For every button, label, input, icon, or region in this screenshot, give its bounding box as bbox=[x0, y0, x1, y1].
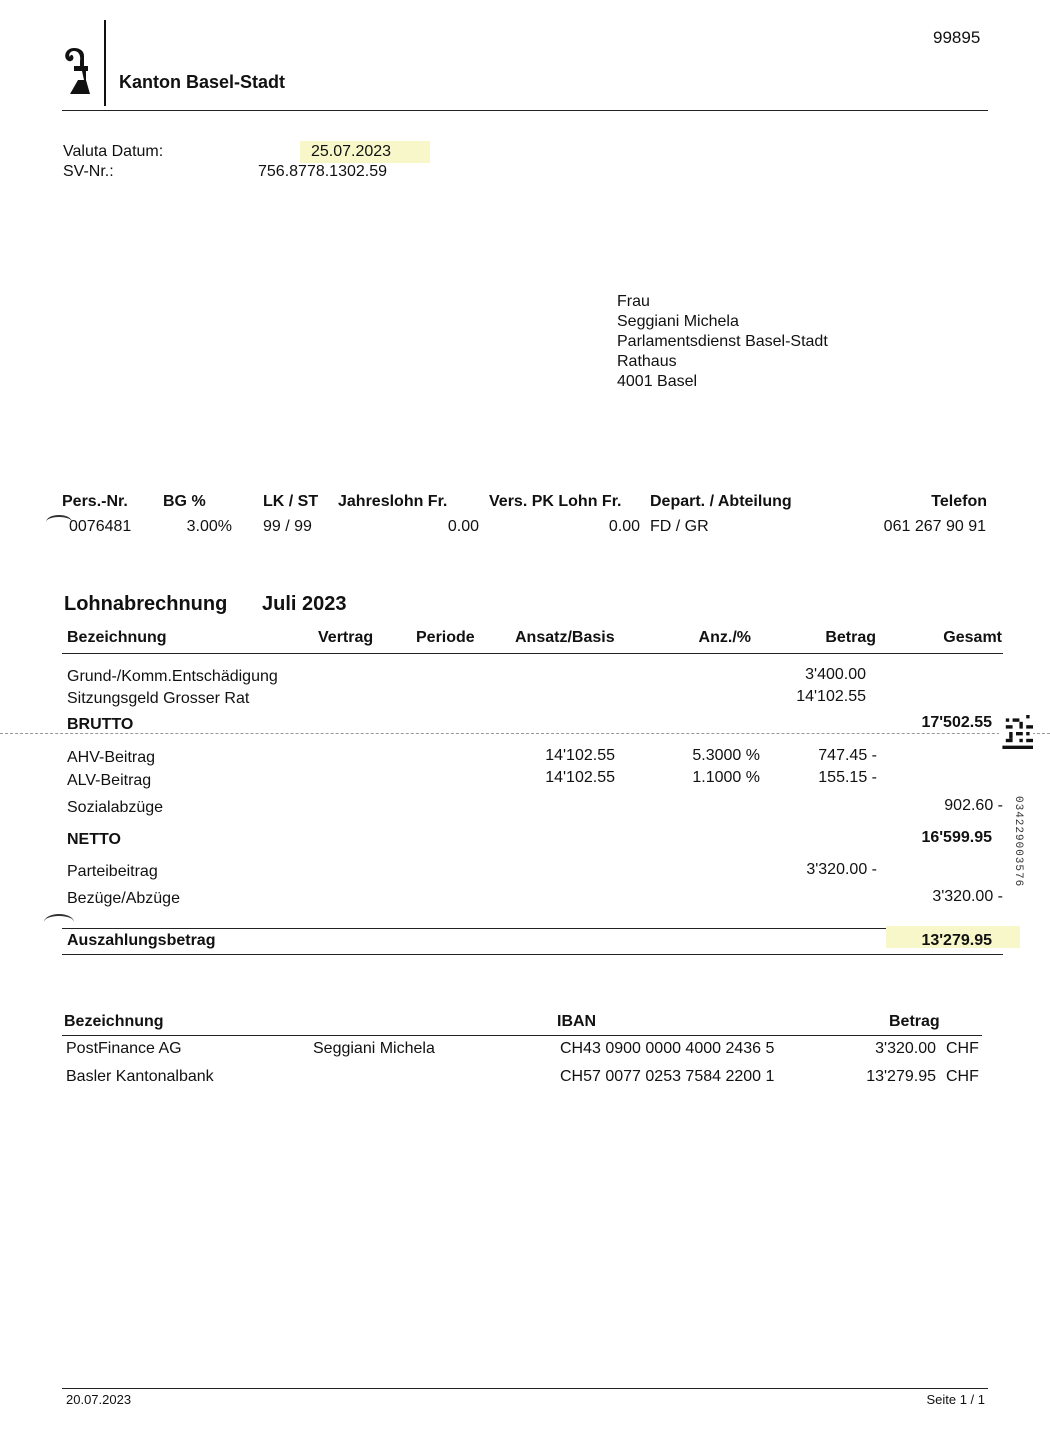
header-rule bbox=[62, 110, 988, 111]
statement-title: Lohnabrechnung bbox=[64, 593, 228, 615]
stmt-header-anz: Anz./% bbox=[698, 629, 751, 646]
stmt-header-bezeichnung: Bezeichnung bbox=[67, 629, 167, 646]
line-brutto-label: BRUTTO bbox=[67, 716, 134, 733]
sv-number-label: SV-Nr.: bbox=[63, 163, 114, 180]
stmt-header-vertrag: Vertrag bbox=[318, 629, 374, 646]
payments-header-rule bbox=[62, 1035, 982, 1036]
valuta-date-label: Valuta Datum: bbox=[63, 143, 164, 160]
line-ahv-betrag: 747.45 - bbox=[818, 747, 877, 764]
col-header-jahreslohn: Jahreslohn Fr. bbox=[338, 493, 448, 510]
line-grund-betrag: 3'400.00 bbox=[805, 666, 866, 683]
line-partei-betrag: 3'320.00 - bbox=[806, 861, 877, 878]
line-netto-gesamt: 16'599.95 bbox=[921, 829, 992, 846]
footer-page-number: Seite 1 / 1 bbox=[926, 1392, 985, 1407]
statement-period: Juli 2023 bbox=[262, 593, 347, 615]
line-auszahlung-label: Auszahlungsbetrag bbox=[67, 932, 216, 949]
stmt-header-ansatz: Ansatz/Basis bbox=[515, 629, 615, 646]
pay-header-iban: IBAN bbox=[557, 1013, 597, 1030]
basel-coat-of-arms-logo bbox=[60, 44, 96, 96]
address-department: Parlamentsdienst Basel-Stadt bbox=[617, 333, 828, 350]
payment-recipient: Seggiani Michela bbox=[313, 1040, 435, 1057]
line-grund-label: Grund-/Komm.Entschädigung bbox=[67, 668, 278, 685]
jahreslohn-value: 0.00 bbox=[447, 518, 479, 535]
line-alv-label: ALV-Beitrag bbox=[67, 772, 152, 789]
address-building: Rathaus bbox=[617, 353, 677, 370]
scan-fold-line bbox=[0, 733, 1050, 734]
pay-header-bezeichnung: Bezeichnung bbox=[64, 1013, 164, 1030]
lk-st-value: 99 / 99 bbox=[263, 518, 312, 535]
side-reference-code-text: 034229003576 bbox=[1012, 796, 1024, 888]
line-sitzung-betrag: 14'102.55 bbox=[796, 688, 866, 705]
line-partei-label: Parteibeitrag bbox=[67, 863, 158, 880]
col-header-bg: BG % bbox=[163, 493, 206, 510]
line-netto-label: NETTO bbox=[67, 831, 121, 848]
logo-divider bbox=[104, 20, 106, 106]
vers-pk-value: 0.00 bbox=[608, 518, 640, 535]
datamatrix-code bbox=[999, 715, 1033, 749]
line-ahv-basis: 14'102.55 bbox=[545, 747, 615, 764]
document-number: 99895 bbox=[933, 28, 981, 47]
col-header-department: Depart. / Abteilung bbox=[650, 493, 792, 510]
payment-currency: CHF bbox=[946, 1068, 979, 1085]
total-rule-top bbox=[62, 928, 1003, 929]
col-header-telefon: Telefon bbox=[931, 493, 987, 510]
line-alv-basis: 14'102.55 bbox=[545, 769, 615, 786]
col-header-lk-st: LK / ST bbox=[263, 493, 319, 510]
line-bezuege-gesamt: 3'320.00 - bbox=[932, 888, 1003, 905]
col-header-pers-nr: Pers.-Nr. bbox=[62, 493, 128, 510]
footer-rule bbox=[62, 1388, 988, 1389]
line-brutto-gesamt: 17'502.55 bbox=[921, 714, 992, 731]
payment-iban: CH57 0077 0253 7584 2200 1 bbox=[560, 1068, 775, 1085]
payment-amount: 13'279.95 bbox=[866, 1068, 936, 1085]
address-name: Seggiani Michela bbox=[617, 313, 739, 330]
line-auszahlung-gesamt: 13'279.95 bbox=[921, 932, 992, 949]
telefon-value: 061 267 90 91 bbox=[883, 518, 986, 535]
department-value: FD / GR bbox=[650, 518, 709, 535]
sv-number-value: 756.8778.1302.59 bbox=[258, 163, 388, 180]
statement-header-rule bbox=[62, 653, 1003, 654]
col-header-vers-pk: Vers. PK Lohn Fr. bbox=[489, 493, 622, 510]
line-ahv-anz: 5.3000 % bbox=[692, 747, 760, 764]
stmt-header-gesamt: Gesamt bbox=[943, 629, 1002, 646]
pay-header-betrag: Betrag bbox=[889, 1013, 940, 1030]
bg-value: 3.00% bbox=[186, 518, 232, 535]
valuta-date-value: 25.07.2023 bbox=[311, 143, 392, 160]
line-sitzung-label: Sitzungsgeld Grosser Rat bbox=[67, 690, 250, 707]
line-bezuege-label: Bezüge/Abzüge bbox=[67, 890, 180, 907]
line-ahv-label: AHV-Beitrag bbox=[67, 749, 156, 766]
pers-nr-value: 0076481 bbox=[69, 518, 132, 535]
payment-bank: Basler Kantonalbank bbox=[66, 1068, 214, 1085]
payment-bank: PostFinance AG bbox=[66, 1040, 182, 1057]
stmt-header-periode: Periode bbox=[416, 629, 475, 646]
line-alv-anz: 1.1000 % bbox=[692, 769, 760, 786]
total-rule-bottom bbox=[62, 954, 1003, 955]
footer-date: 20.07.2023 bbox=[66, 1392, 132, 1407]
address-city: 4001 Basel bbox=[617, 373, 698, 390]
payment-amount: 3'320.00 bbox=[875, 1040, 936, 1057]
address-salutation: Frau bbox=[617, 293, 650, 310]
payment-iban: CH43 0900 0000 4000 2436 5 bbox=[560, 1040, 775, 1057]
line-alv-betrag: 155.15 - bbox=[818, 769, 877, 786]
payment-currency: CHF bbox=[946, 1040, 979, 1057]
organization-name: Kanton Basel-Stadt bbox=[119, 72, 286, 92]
side-reference-code bbox=[1008, 796, 1026, 888]
line-sozial-label: Sozialabzüge bbox=[67, 799, 164, 816]
line-sozial-gesamt: 902.60 - bbox=[944, 797, 1003, 814]
stmt-header-betrag: Betrag bbox=[825, 629, 876, 646]
